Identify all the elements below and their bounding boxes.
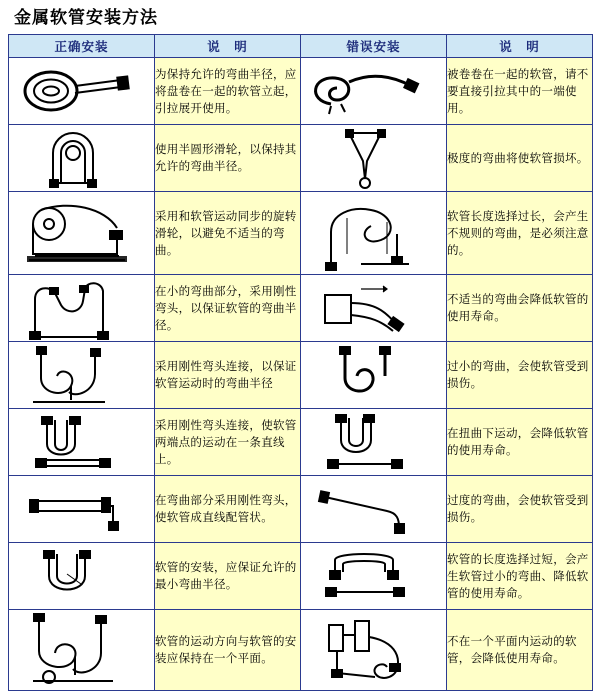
note-text: 软管的长度选择过短，会产生软管过小的弯曲、降低软管的使用寿命。 bbox=[447, 543, 593, 610]
rigid-elbow-small-bend-icon bbox=[9, 275, 155, 342]
straight-line-u-bend-icon bbox=[9, 409, 155, 476]
sharp-bend-pulley-icon bbox=[301, 125, 447, 192]
note-text: 采用和软管运动同步的旋转滑轮，以避免不适当的弯曲。 bbox=[155, 192, 301, 275]
page-title: 金属软管安装方法 bbox=[14, 8, 158, 28]
note-text: 过小的弯曲，会使软管受到损伤。 bbox=[447, 342, 593, 409]
note-text: 在扭曲下运动，会降低软管的使用寿命。 bbox=[447, 409, 593, 476]
note-text: 软管的运动方向与软管的安装应保持在一个平面。 bbox=[155, 610, 301, 691]
table-header-row bbox=[9, 35, 593, 58]
table-row bbox=[9, 543, 593, 610]
table-row bbox=[9, 192, 593, 275]
over-bending-icon bbox=[301, 476, 447, 543]
too-long-hose-icon bbox=[301, 543, 447, 610]
note-text: 软管长度选择过长，会产生不规则的弯曲，是必须注意的。 bbox=[447, 192, 593, 275]
table-row bbox=[9, 58, 593, 125]
out-of-plane-movement-icon bbox=[301, 610, 447, 691]
too-small-bend-icon bbox=[301, 342, 447, 409]
header-wrong-install: 错误安装 bbox=[301, 35, 447, 58]
synchronized-rotating-pulley-icon bbox=[9, 192, 155, 275]
note-text: 使用半圆形滑轮，以保持其允许的弯曲半径。 bbox=[155, 125, 301, 192]
same-plane-movement-icon bbox=[9, 610, 155, 691]
table-row bbox=[9, 610, 593, 691]
coiled-hose-flat-icon bbox=[9, 58, 155, 125]
note-text: 软管的安装，应保证允许的最小弯曲半径。 bbox=[155, 543, 301, 610]
note-text: 不在一个平面内运动的软管，会降低使用寿命。 bbox=[447, 610, 593, 691]
header-wrong-note: 说 明 bbox=[447, 35, 593, 58]
semicircular-pulley-icon bbox=[9, 125, 155, 192]
note-text: 过度的弯曲，会使软管受到损伤。 bbox=[447, 476, 593, 543]
header-correct-install: 正确安装 bbox=[9, 35, 155, 58]
note-text: 在弯曲部分采用刚性弯头，使软管成直线配管状。 bbox=[155, 476, 301, 543]
note-text: 极度的弯曲将使软管损坏。 bbox=[447, 125, 593, 192]
rigid-elbow-straight-pipe-icon bbox=[9, 476, 155, 543]
note-text: 不适当的弯曲会降低软管的使用寿命。 bbox=[447, 275, 593, 342]
table-row bbox=[9, 409, 593, 476]
coiled-hose-pulled-icon bbox=[301, 58, 447, 125]
excess-length-loop-icon bbox=[301, 192, 447, 275]
minimum-bend-radius-icon bbox=[9, 543, 155, 610]
note-text: 采用刚性弯头连接，以保证软管运动时的弯曲半径 bbox=[155, 342, 301, 409]
table-row bbox=[9, 342, 593, 409]
table-row bbox=[9, 476, 593, 543]
note-text: 被卷卷在一起的软管，请不要直接引拉其中的一端使用。 bbox=[447, 58, 593, 125]
improper-bend-icon bbox=[301, 275, 447, 342]
twisting-u-bend-icon bbox=[301, 409, 447, 476]
table-row bbox=[9, 275, 593, 342]
installation-guide-table bbox=[8, 34, 593, 691]
note-text: 在小的弯曲部分，采用刚性弯头，以保证软管的弯曲半径。 bbox=[155, 275, 301, 342]
note-text: 采用刚性弯头连接，使软管两端点的运动在一条直线上。 bbox=[155, 409, 301, 476]
note-text: 为保持允许的弯曲半径，应将盘卷在一起的软管立起，引拉展开使用。 bbox=[155, 58, 301, 125]
rigid-elbow-u-bend-icon bbox=[9, 342, 155, 409]
header-correct-note: 说 明 bbox=[155, 35, 301, 58]
table-row bbox=[9, 125, 593, 192]
